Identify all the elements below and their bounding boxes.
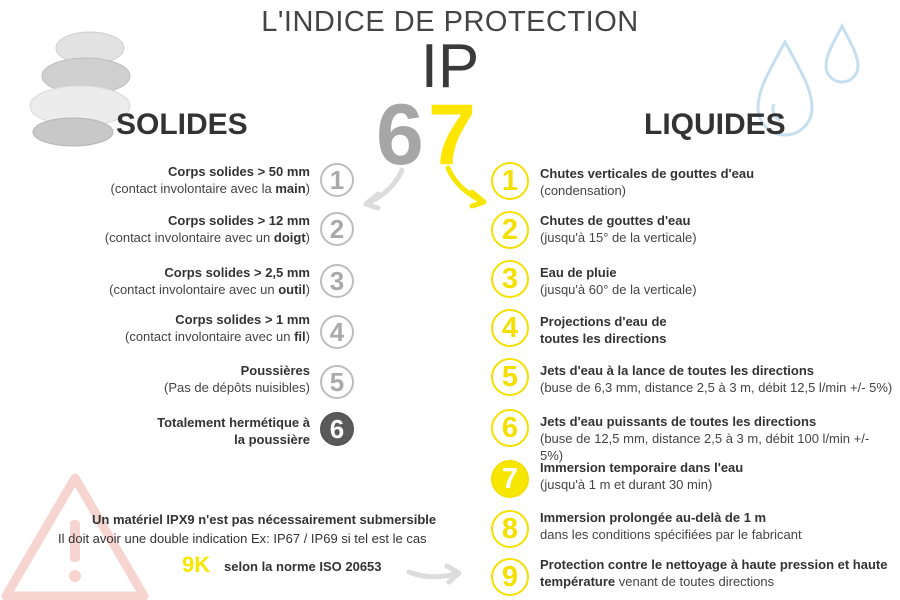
ipx9k-code: 9K — [182, 552, 211, 577]
liquid-item-desc-bold: température — [540, 574, 616, 589]
liquid-item — [540, 264, 895, 298]
liquid-item-desc: (buse de 12,5 mm, distance 2,5 à 3 m, débit 100 l/min +/- 5%) — [540, 431, 870, 463]
solid-item-desc-bold: la poussière — [234, 432, 310, 447]
solid-digit: 6 — [376, 87, 424, 183]
liquid-item — [540, 313, 895, 347]
solid-item-title: Poussières — [240, 363, 310, 378]
arrow-to-solids-icon — [360, 166, 410, 212]
liquid-level-badge: 8 — [491, 510, 529, 548]
liquid-item-title: Jets d'eau à la lance de toutes les directions — [540, 363, 815, 378]
solid-item-desc: (contact involontaire avec un — [109, 282, 279, 297]
solid-level-badge-active: 6 — [320, 412, 354, 446]
liquid-item-title: Jets d'eau puissants de toutes les directions — [540, 414, 817, 429]
liquid-item-desc: (jusqu'à 60° de la verticale) — [540, 282, 697, 297]
solid-item-title: Corps solides > 50 mm — [168, 164, 310, 179]
liquid-item-desc: venant de toutes directions — [615, 574, 775, 589]
liquid-item-title: Chutes de gouttes d'eau — [540, 213, 691, 228]
solid-item-desc-bold: outil — [278, 282, 306, 297]
liquid-digit: 7 — [428, 87, 476, 183]
solid-item-desc-end: ) — [305, 181, 310, 196]
liquid-level-badge: 9 — [491, 558, 529, 596]
liquid-item-desc: (jusqu'à 15° de la verticale) — [540, 230, 697, 245]
solid-item — [50, 362, 310, 396]
liquid-item-title: Chutes verticales de gouttes d'eau — [540, 166, 755, 181]
solid-item — [50, 311, 310, 345]
solid-level-badge: 2 — [320, 212, 354, 246]
solid-item — [50, 163, 310, 197]
solid-item-desc: (Pas de dépôts nuisibles) — [164, 380, 310, 395]
liquid-item — [540, 556, 895, 590]
liquid-item-title: Immersion temporaire dans l'eau — [540, 460, 744, 475]
solid-level-badge: 4 — [320, 315, 354, 349]
liquid-item-title: Immersion prolongée au-delà de 1 m — [540, 510, 767, 525]
solid-item — [50, 264, 310, 298]
note-line-1 — [92, 511, 472, 528]
page-title: L'INDICE DE PROTECTION — [261, 6, 639, 38]
liquid-item-desc: (condensation) — [540, 183, 626, 198]
solid-item — [50, 414, 310, 448]
liquid-item — [540, 509, 895, 543]
arrow-to-liquids-icon — [442, 164, 492, 210]
solid-level-badge: 1 — [320, 163, 354, 197]
liquid-level-badge: 4 — [491, 309, 529, 347]
liquid-level-badge: 2 — [491, 211, 529, 249]
liquid-item — [540, 212, 895, 246]
solid-item — [50, 212, 310, 246]
solid-item-desc: (contact involontaire avec un — [104, 230, 274, 245]
solid-item-desc-bold: main — [275, 181, 306, 196]
liquid-level-badge: 3 — [491, 260, 529, 298]
note-line-2: Il doit avoir une double indication Ex: IP67 / IP69 si tel est le cas — [58, 531, 427, 546]
note-title: Un matériel IPX9 n'est pas nécessairement submersible — [92, 512, 437, 527]
liquid-item-desc: (jusqu'à 1 m et durant 30 min) — [540, 477, 713, 492]
liquid-item — [540, 362, 895, 396]
liquid-level-badge-active: 7 — [491, 460, 529, 498]
norm-label: selon la norme ISO 20653 — [224, 559, 382, 574]
solid-item-desc-bold: fil — [294, 329, 306, 344]
solid-item-title: Corps solides > 2,5 mm — [164, 265, 310, 280]
liquid-level-badge: 5 — [491, 358, 529, 396]
liquid-item-title: Protection contre le nettoyage à haute pression et haute — [540, 557, 888, 572]
norm-text — [224, 558, 382, 575]
liquid-item-title: Projections d'eau de — [540, 314, 667, 329]
liquid-item-desc: toutes les directions — [540, 331, 667, 346]
solid-item-title: Corps solides > 12 mm — [168, 213, 310, 228]
solids-heading: SOLIDES — [116, 108, 248, 141]
solid-item-desc-end: ) — [305, 329, 310, 344]
solid-item-title: Totalement hermétique à — [157, 415, 310, 430]
liquid-item — [540, 165, 895, 199]
liquid-item-title: Eau de pluie — [540, 265, 617, 280]
liquid-item-desc: dans les conditions spécifiées par le fabricant — [540, 527, 802, 542]
arrow-to-ipx9-icon — [405, 558, 465, 588]
liquid-item-desc: (buse de 6,3 mm, distance 2,5 à 3 m, débit 12,5 l/min +/- 5%) — [540, 380, 893, 395]
solid-level-badge: 5 — [320, 365, 354, 399]
solid-item-desc: (contact involontaire avec la — [110, 181, 276, 196]
solid-item-desc: (contact involontaire avec un — [124, 329, 295, 344]
liquid-level-badge: 6 — [491, 409, 529, 447]
solid-level-badge: 3 — [320, 264, 354, 298]
liquids-heading: LIQUIDES — [644, 108, 786, 141]
solid-item-desc-end: ) — [305, 282, 310, 297]
solid-item-desc-bold: doigt — [273, 230, 306, 245]
liquid-level-badge: 1 — [491, 162, 529, 200]
solid-item-desc-end: ) — [305, 230, 310, 245]
ip-label: IP — [420, 32, 480, 101]
liquid-item — [540, 413, 895, 464]
solid-item-title: Corps solides > 1 mm — [175, 312, 310, 327]
liquid-item — [540, 459, 895, 493]
